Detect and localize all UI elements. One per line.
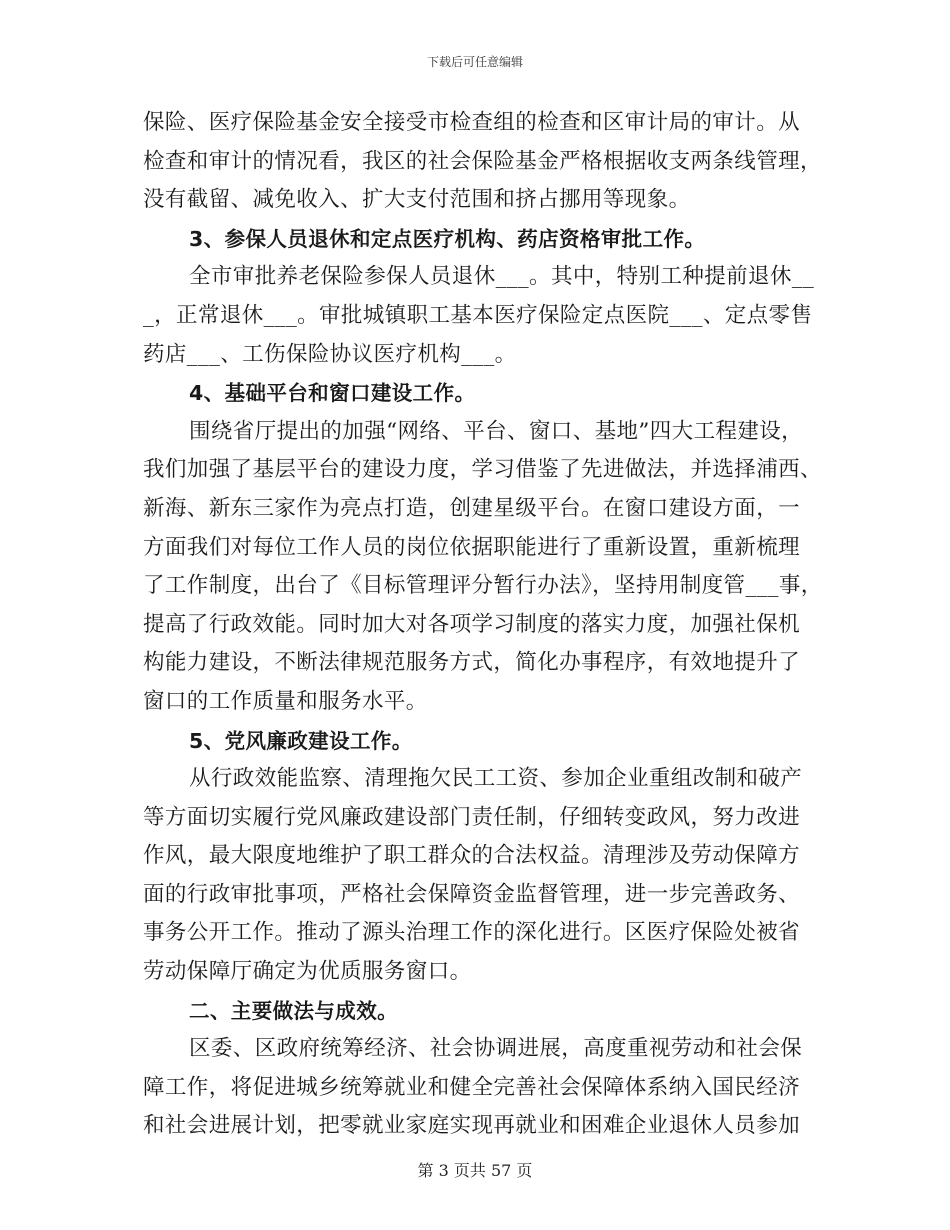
paragraph-line: 事务公开工作。推动了源头治理工作的深化进行。区医疗保险处被省 bbox=[143, 920, 801, 946]
paragraph-line: 劳动保障厅确定为优质服务窗口。 bbox=[143, 959, 472, 985]
paragraph-line: 面的行政审批事项，严格社会保障资金监督管理，进一步完善政务、 bbox=[143, 881, 801, 907]
paragraph-line: 和社会进展计划，把零就业家庭实现再就业和困难企业退休人员参加 bbox=[143, 1113, 801, 1139]
paragraph-line: 保险、医疗保险基金安全接受市检查组的检查和区审计局的审计。从 bbox=[143, 110, 801, 135]
paragraph-line: 提高了行政效能。同时加大对各项学习制度的落实力度，加强社保机 bbox=[143, 611, 801, 637]
paragraph-line: 区委、区政府统筹经济、社会协调进展，高度重视劳动和社会保 bbox=[189, 1036, 803, 1062]
section-heading: 3、参保人员退休和定点医疗机构、药店资格审批工作。 bbox=[189, 226, 706, 251]
paragraph-line: 检查和审计的情况看，我区的社会保险基金严格根据收支两条线管理， bbox=[143, 148, 822, 174]
paragraph-line: 窗口的工作质量和服务水平。 bbox=[143, 688, 428, 714]
paragraph-line: 新海、新东三家作为亮点打造，创建星级平台。在窗口建设方面，一 bbox=[143, 495, 801, 521]
paragraph-line: 我们加强了基层平台的建设力度，学习借鉴了先进做法，并选择浦西、 bbox=[143, 457, 822, 483]
section-heading: 二、主要做法与成效。 bbox=[189, 998, 398, 1023]
paragraph-line: 药店___、工伤保险协议医疗机构___。 bbox=[143, 341, 517, 367]
page-number: 第 3 页共 57 页 bbox=[417, 1161, 533, 1180]
paragraph-line: 作风，最大限度地维护了职工群众的合法权益。清理涉及劳动保障方 bbox=[143, 843, 801, 869]
page-header: 下载后可任意编辑 bbox=[426, 55, 523, 69]
section-heading: 4、基础平台和窗口建设工作。 bbox=[189, 381, 476, 406]
paragraph-line: 障工作，将促进城乡统筹就业和健全完善社会保障体系纳入国民经济 bbox=[143, 1074, 801, 1100]
paragraph-line: 了工作制度，出台了《目标管理评分暂行办法》，坚持用制度管___事， bbox=[143, 573, 823, 599]
paragraph-line: _，正常退休___。审批城镇职工基本医疗保险定点医院___、定点零售 bbox=[143, 302, 813, 328]
paragraph-line: 全市审批养老保险参保人员退休___。其中，特别工种提前退休__ bbox=[189, 264, 815, 290]
paragraph-line: 等方面切实履行党风廉政建设部门责任制，仔细转变政风，努力改进 bbox=[143, 804, 801, 830]
section-heading: 5、党风廉政建设工作。 bbox=[189, 728, 413, 753]
paragraph-line: 没有截留、减免收入、扩大支付范围和挤占挪用等现象。 bbox=[143, 187, 691, 213]
paragraph-line: 方面我们对每位工作人员的岗位依据职能进行了重新设置，重新梳理 bbox=[143, 534, 801, 560]
paragraph-line: 从行政效能监察、清理拖欠民工工资、参加企业重组改制和破产 bbox=[189, 766, 803, 792]
paragraph-line: 构能力建设，不断法律规范服务方式，简化办事程序，有效地提升了 bbox=[143, 650, 801, 676]
paragraph-line: 围绕省厅提出的加强“网络、平台、窗口、基地”四大工程建设， bbox=[189, 418, 804, 444]
document-body bbox=[143, 104, 823, 1146]
